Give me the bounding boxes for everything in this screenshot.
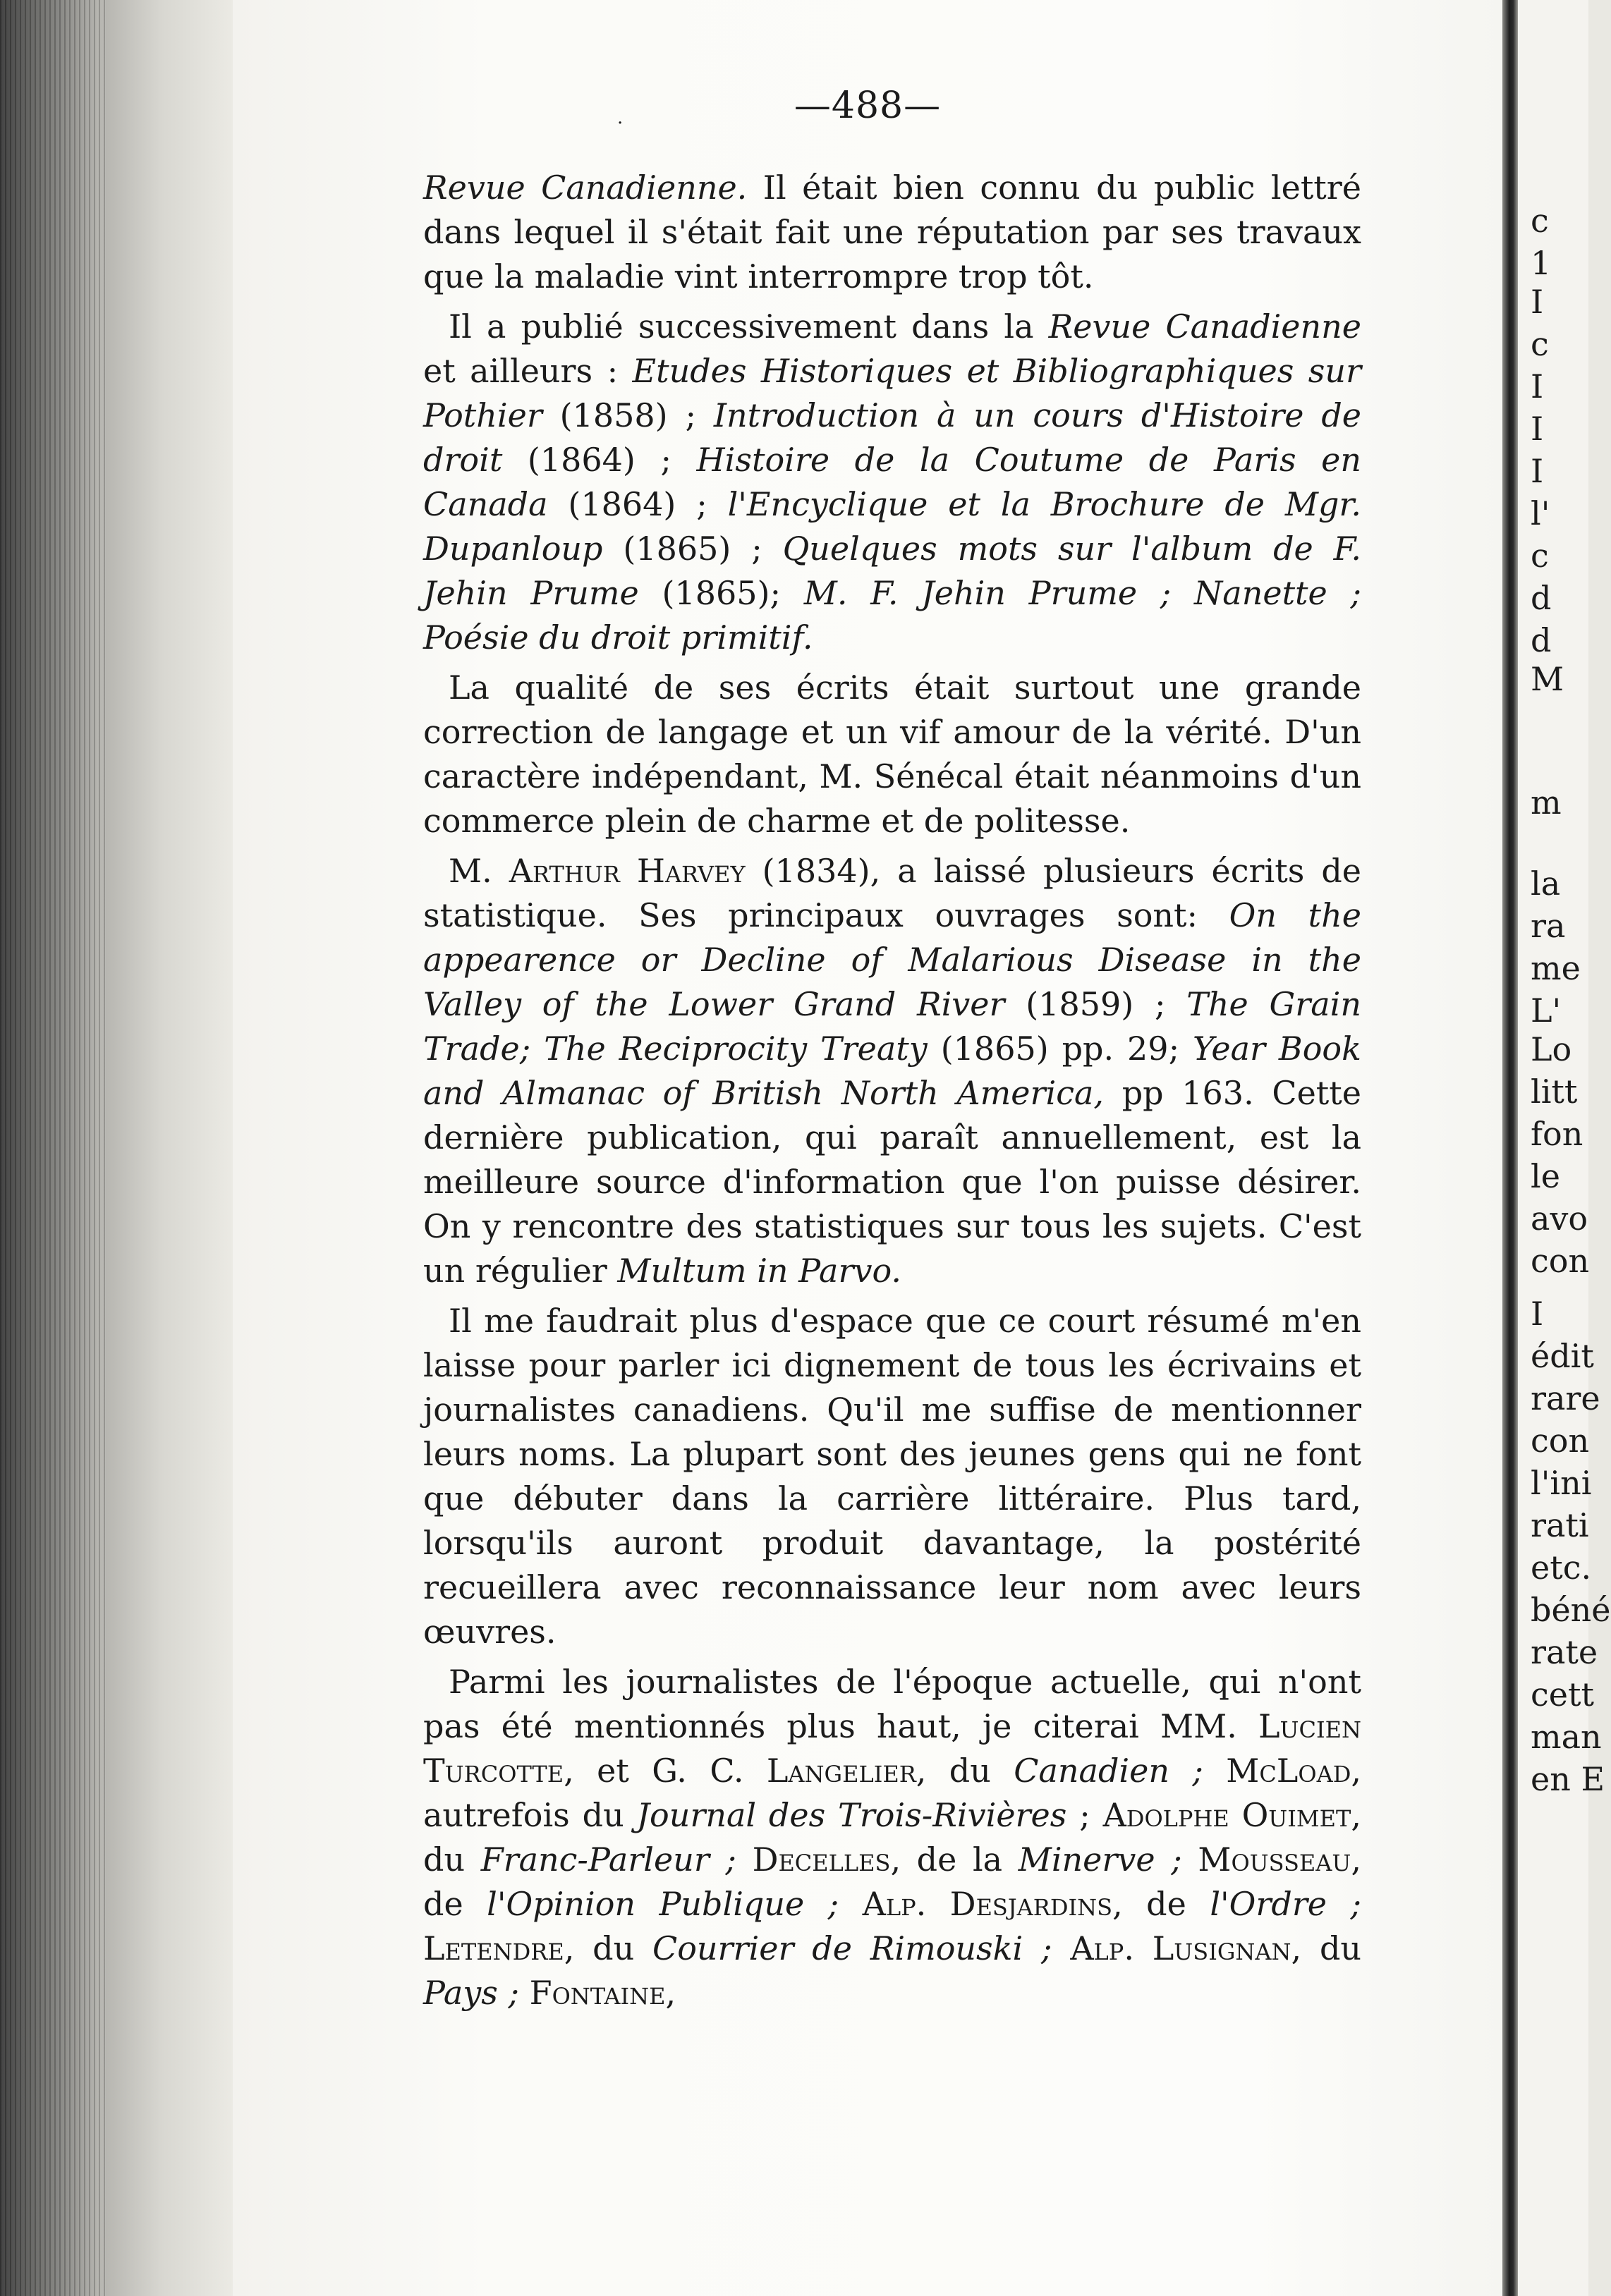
facing-page-line: con (1531, 1242, 1590, 1280)
text-run: et ailleurs : (423, 352, 633, 390)
text-run: (1865) pp. 29; (927, 1030, 1193, 1068)
text-run (1052, 1929, 1071, 1967)
facing-page-line: béné (1531, 1591, 1611, 1629)
italic-title: Year Book and Almanac of British North America, (423, 1030, 1361, 1112)
text-run (1203, 1752, 1226, 1790)
facing-page-line: me (1531, 949, 1581, 987)
author-name: Lucien Turcotte (423, 1707, 1361, 1790)
text-run (839, 1885, 862, 1923)
text-run: , de la (890, 1840, 1019, 1879)
facing-page-line: c (1531, 537, 1549, 575)
text-run: Parmi les journalistes de l'époque actuelle, qui n'ont pas été mentionnés plus haut, je citerai MM. (423, 1663, 1361, 1745)
text-run: (1865); (638, 574, 804, 612)
italic-title: Introduction à un cours d'Histoire de droit (423, 396, 1361, 479)
italic-title: M. F. Jehin Prume ; Nanette ; Poésie du droit primitif. (423, 574, 1361, 657)
text-run (736, 1840, 753, 1879)
text-run (519, 1974, 530, 2012)
facing-page-line: fon (1531, 1115, 1583, 1153)
text-run: , de (423, 1840, 1361, 1923)
italic-title: Multum in Parvo. (617, 1252, 901, 1290)
facing-page-line: m (1531, 783, 1562, 822)
italic-title: Journal des Trois-Rivières (636, 1796, 1067, 1834)
facing-page-line: c (1531, 202, 1549, 240)
facing-page-line: en E (1531, 1760, 1605, 1798)
facing-page-line: man (1531, 1718, 1602, 1756)
facing-page-line: M (1531, 660, 1564, 698)
text-run: (1864) ; (547, 485, 728, 523)
facing-page-line: c (1531, 325, 1549, 363)
author-name: Adolphe Ouimet (1102, 1796, 1351, 1834)
text-run: (1859) ; (1004, 985, 1187, 1023)
italic-title: The Grain Trade; The Reciprocity Treaty (423, 985, 1362, 1068)
italic-title: Etudes Historiques et Bibliographiques sur Pothier (423, 352, 1361, 434)
italic-title: l'Opinion Publique ; (487, 1885, 839, 1923)
italic-title: Courrier de Rimouski ; (652, 1929, 1052, 1967)
author-name: Alp. Desjardins (862, 1885, 1113, 1923)
text-run: , (665, 1974, 676, 2012)
facing-page-line: rare (1531, 1379, 1600, 1417)
text-run: La qualité de ses écrits était surtout une grande correction de langage et un vif amour de la vérité. D'un caractère indépendant, M. Sénécal était néanmoins d'un commerce plein de charme et de politesse. (423, 668, 1361, 840)
facing-page-line: I (1531, 367, 1544, 405)
page-stack-edges (0, 0, 106, 2296)
italic-title: Franc-Parleur ; (480, 1840, 736, 1879)
text-run: , du (916, 1752, 1014, 1790)
paragraph (423, 305, 1361, 660)
facing-page-line: L' (1531, 991, 1562, 1030)
facing-page-line: rati (1531, 1506, 1589, 1544)
facing-page-line: 1 (1531, 244, 1552, 282)
text-run: , et G. C. (564, 1752, 767, 1790)
text-run: , du (423, 1796, 1361, 1879)
paragraph (423, 1299, 1361, 1654)
page-body-text (423, 166, 1361, 2015)
italic-title: Histoire de la Coutume de Paris en Canada (423, 441, 1361, 523)
text-run: (1865) ; (602, 530, 783, 568)
italic-title: Quelques mots sur l'album de F. Jehin Prume (423, 530, 1361, 612)
facing-page-line: avo (1531, 1199, 1588, 1238)
italic-title: l'Encyclique et la Brochure de Mgr. Dupanloup (423, 485, 1361, 568)
italic-title: Revue Canadienne (1048, 307, 1362, 346)
facing-page-line: la (1531, 865, 1561, 903)
author-name: Mousseau (1198, 1840, 1351, 1879)
facing-page-line: le (1531, 1157, 1560, 1195)
text-run: , de (1112, 1885, 1210, 1923)
facing-page-line: I (1531, 410, 1544, 448)
italic-title: Canadien ; (1014, 1752, 1203, 1790)
author-name: Letendre (423, 1929, 564, 1967)
italic-title: Pays ; (423, 1974, 520, 2012)
italic-title: l'Ordre ; (1210, 1885, 1361, 1923)
text-run: pp 163. Cette dernière publication, qui paraît annuellement, est la meilleure source d'information que l'on puisse désirer. On y rencontre des statistiques sur tous les sujets. C'est un régulier (423, 1074, 1361, 1290)
facing-page-line: ra (1531, 907, 1566, 945)
facing-page-line: I (1531, 1295, 1544, 1333)
facing-page-line: l'ini (1531, 1464, 1592, 1502)
paragraph (423, 166, 1361, 299)
text-run: M. (449, 852, 509, 890)
facing-page-line: con (1531, 1422, 1590, 1460)
facing-page-line: litt (1531, 1073, 1578, 1111)
paragraph (423, 849, 1361, 1293)
facing-page-line: I (1531, 452, 1544, 490)
text-run: (1858) ; (542, 396, 714, 434)
author-name: Arthur Harvey (509, 852, 746, 890)
facing-page-line: cett (1531, 1675, 1594, 1714)
text-run: Il me faudrait plus d'espace que ce court résumé m'en laisse pour parler ici dignement de tous les écrivains et journalistes canadiens. Qu'il me suffise de mentionner leurs noms. La plupart sont des jeunes gens qui ne font que débuter dans la carrière littéraire. Plus tard, lorsqu'ils auront produit davantage, la postérité recueillera avec reconnaissance leur nom avec leurs œuvres. (423, 1302, 1361, 1651)
italic-title: Minerve ; (1018, 1840, 1182, 1879)
book-gutter (1502, 0, 1518, 2296)
text-run: Il a publié successivement dans la (449, 307, 1049, 346)
author-name: Fontaine (529, 1974, 666, 2012)
author-name: McLoad (1226, 1752, 1351, 1790)
text-run: , du (1291, 1929, 1362, 1967)
facing-page-line: d (1531, 621, 1552, 659)
print-speck: · (617, 113, 624, 134)
facing-page-line: édit (1531, 1337, 1594, 1375)
text-run (1182, 1840, 1198, 1879)
facing-page-fragment (1518, 0, 1611, 2296)
italic-title: On the appearence or Decline of Malarious Disease in the Valley of the Lower Grand River (423, 896, 1362, 1023)
facing-page-line: I (1531, 283, 1544, 321)
text-run: , autrefois du (423, 1752, 1361, 1834)
facing-page-line: l' (1531, 494, 1550, 532)
book-page (233, 0, 1502, 2296)
italic-title: Revue Canadienne. (423, 169, 748, 207)
author-name: Decelles (752, 1840, 891, 1879)
facing-page-line: Lo (1531, 1030, 1572, 1068)
author-name: Langelier (766, 1752, 916, 1790)
page-number: —488— (794, 85, 942, 127)
paragraph (423, 666, 1361, 843)
text-run: (1834), a laissé plusieurs écrits de statistique. Ses principaux ouvrages sont: (423, 852, 1361, 934)
text-run: (1864) ; (502, 441, 697, 479)
facing-page-line: d (1531, 579, 1552, 617)
text-run: , du (564, 1929, 653, 1967)
paragraph (423, 1660, 1361, 2015)
facing-page-line: rate (1531, 1633, 1598, 1671)
text-run: ; (1066, 1796, 1103, 1834)
facing-page-line: etc. (1531, 1549, 1592, 1587)
author-name: Alp. Lusignan (1070, 1929, 1291, 1967)
text-run: Il était bien connu du public lettré dans lequel il s'était fait une réputation par ses travaux que la maladie vint interrompre trop tôt. (423, 169, 1361, 295)
